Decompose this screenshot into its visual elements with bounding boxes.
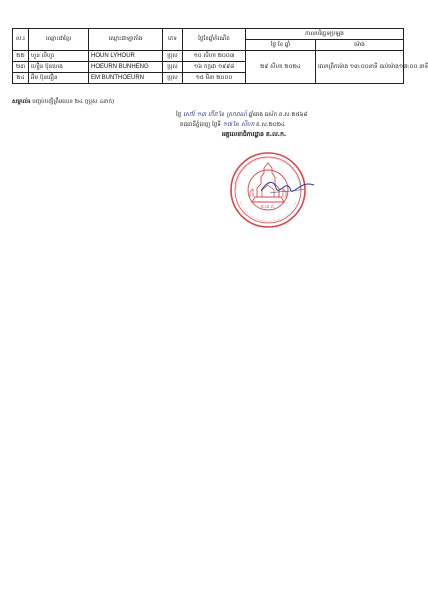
- cell-no: ២៤: [13, 73, 29, 84]
- issuing-office: អគ្គលេខាធិការដ្ឋាន គ.ល.ក.: [222, 131, 287, 138]
- lunar-date-line: [176, 110, 376, 120]
- seal-center-text: គ.ល.ក.: [260, 205, 276, 210]
- cell-no: ២៣: [13, 62, 29, 73]
- cell-latin-name: HOUN LYHOUR: [89, 51, 163, 62]
- header-exam-date: ថ្ងៃ ខែ ឆ្នាំ: [246, 40, 316, 51]
- footnote: [12, 98, 114, 106]
- table-header-row: [13, 29, 404, 40]
- cell-sex: ប្រុស: [163, 51, 183, 62]
- cell-khmer-name: អឹម ប៊ុនធឿន: [29, 73, 89, 84]
- header-sex: ភេទ: [163, 29, 183, 51]
- cell-dob: ១៦ កក្កដា ១៩៩៨: [183, 62, 246, 73]
- candidate-table: [12, 28, 428, 84]
- lunar-date-prefix: ថ្ងៃ: [176, 112, 182, 118]
- cell-no: ២២: [13, 51, 29, 62]
- cell-latin-name: HOEURN BUNHENG: [89, 62, 163, 73]
- header-dob: ថ្ងៃខែឆ្នាំកំណើត: [183, 29, 246, 51]
- footnote-label: សម្គាល់៖: [12, 99, 31, 105]
- cell-sex: ប្រុស: [163, 73, 183, 84]
- header-exam-time: ម៉ោង: [316, 40, 404, 51]
- cell-khmer-name: ហឿន ប៊ុនហេង: [29, 62, 89, 73]
- header-khmer-name: ឈ្មោះជាខ្មែរ: [29, 29, 89, 51]
- cell-exam-time: វេលាព្រឹកម៉ោង ១៣:០០នាទី ដល់ម៉ោង១៧:០០ នាទី: [316, 51, 404, 84]
- cell-sex: ប្រុស: [163, 62, 183, 73]
- solar-date-line: [176, 120, 376, 130]
- lunar-date-handwritten-month: ស្រាពណ៍: [226, 111, 247, 118]
- solar-date-suffix: គ.ស.២០២៤: [256, 122, 285, 128]
- table-row: [13, 51, 404, 62]
- cell-dob: ១០ សីហា ២០០៣: [183, 51, 246, 62]
- cell-khmer-name: ហួន លីហួរ: [29, 51, 89, 62]
- solar-date-handwritten-month: សីហា: [240, 121, 255, 128]
- signature-block: [176, 110, 376, 139]
- footnote-text: បញ្ចប់បញ្ជីត្រឹមលេខ ២៤ (ប្រុស ៤នាក់): [32, 99, 115, 105]
- header-exam-group: កាលបរិច្ឆេទប្រឡង: [246, 29, 404, 40]
- lunar-date-suffix: ឆ្នាំរោង ឆស័ក ព.ស.២៥៦៨: [248, 112, 308, 118]
- cell-exam-date: ២៩ សីហា ២០២៤: [246, 51, 316, 84]
- lunar-date-handwritten-day: សៅរ៍ ១៣ កើត: [183, 111, 218, 118]
- solar-date-prefix: រាជធានីភ្នំពេញ ថ្ងៃទី: [180, 122, 221, 128]
- solar-date-month-label: ខែ: [233, 122, 240, 128]
- handwritten-signature-icon: [258, 176, 318, 198]
- cell-dob: ១៥ មីនា ២០០០: [183, 73, 246, 84]
- header-latin-name: ឈ្មោះជាឡាតាំង: [89, 29, 163, 51]
- solar-date-handwritten-day: ១៧: [222, 121, 233, 128]
- cell-latin-name: EM BUNTHOEURN: [89, 73, 163, 84]
- header-no: ល.រ: [13, 29, 29, 51]
- lunar-date-month-label: ខែ: [219, 112, 225, 118]
